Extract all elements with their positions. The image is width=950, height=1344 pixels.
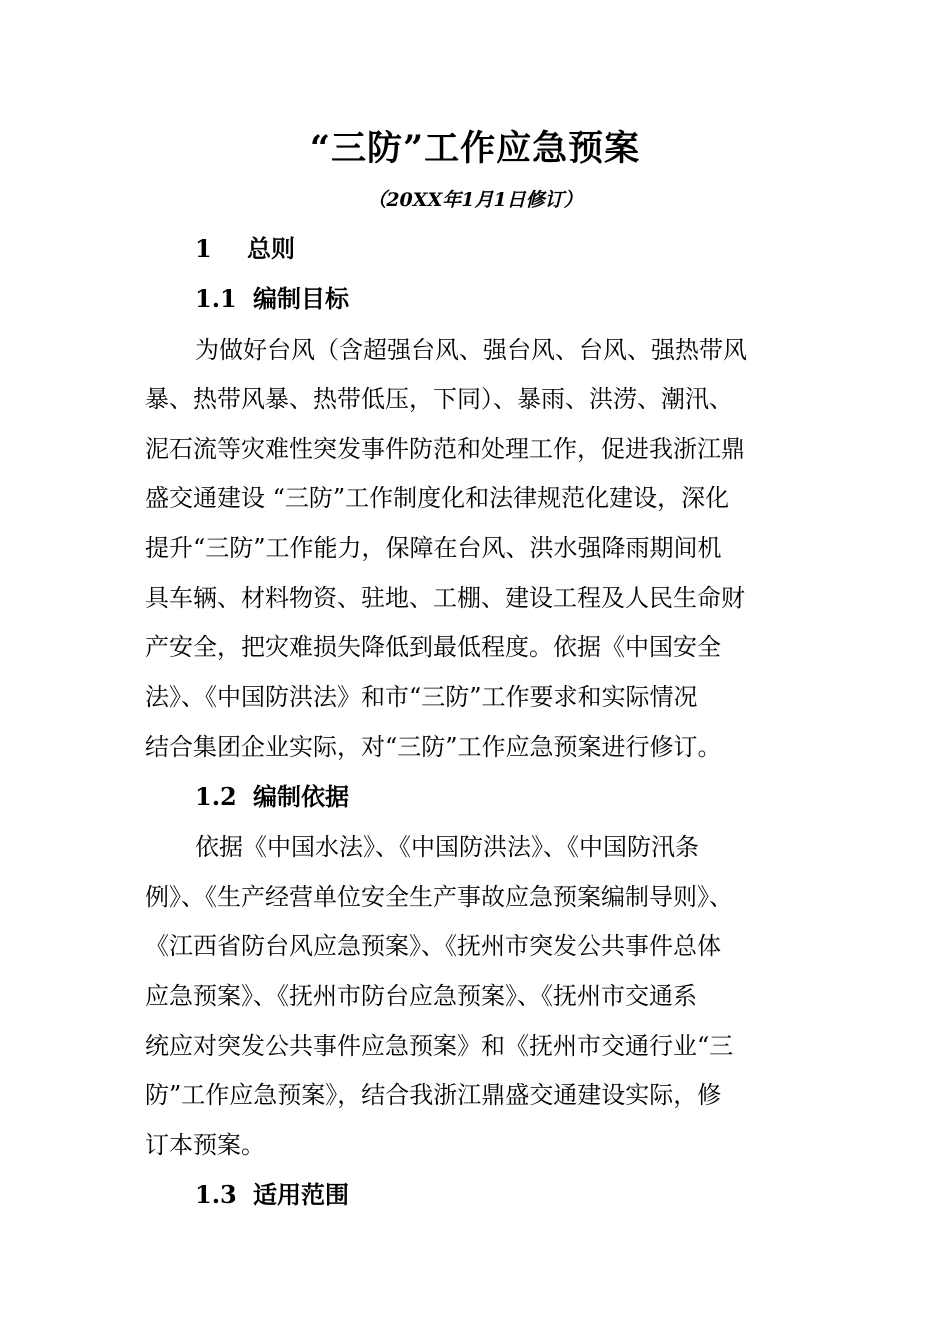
- paragraph-line: 盛交通建设 “三防”工作制度化和法律规范化建设，深化: [145, 484, 730, 512]
- heading-number: 1.2: [195, 782, 237, 811]
- document-title: “三防”工作应急预案: [309, 128, 641, 169]
- heading-section-1-3: [195, 1178, 349, 1212]
- heading-label: 编制目标: [253, 284, 349, 313]
- paragraph-line: 订本预案。: [145, 1131, 265, 1159]
- paragraph-line: 泥石流等灾难性突发事件防范和处理工作，促进我浙江鼎: [145, 435, 745, 463]
- paragraph-line: 法》、《中国防洪法》和市“三防”工作要求和实际情况: [145, 683, 698, 711]
- heading-number: 1.3: [195, 1180, 237, 1209]
- revision-date: （20XX年1月1日修订）: [367, 189, 583, 211]
- heading-label: 适用范围: [253, 1180, 349, 1209]
- paragraph-line: 具车辆、材料物资、驻地、工棚、建设工程及人民生命财: [145, 584, 745, 612]
- paragraph-line: 结合集团企业实际，对“三防”工作应急预案进行修订。: [145, 733, 722, 761]
- paragraph-line: 提升“三防”工作能力，保障在台风、洪水强降雨期间机: [145, 534, 722, 562]
- paragraph-line: 产安全，把灾难损失降低到最低程度。依据《中国安全: [145, 633, 721, 661]
- paragraph-line: 为做好台风（含超强台风、强台风、台风、强热带风: [195, 336, 747, 364]
- heading-number: 1: [195, 234, 212, 263]
- paragraph-line: 《江西省防台风应急预案》、《抚州市突发公共事件总体: [145, 932, 721, 960]
- paragraph-line: 暴、热带风暴、热带低压，下同）、暴雨、洪涝、潮汛、: [145, 385, 733, 413]
- heading-number: 1.1: [195, 284, 237, 313]
- paragraph-line: 统应对突发公共事件应急预案》和《抚州市交通行业“三: [145, 1032, 734, 1060]
- paragraph-line: 防”工作应急预案》，结合我浙江鼎盛交通建设实际，修: [145, 1081, 722, 1109]
- paragraph-line: 例》、《生产经营单位安全生产事故应急预案编制导则》、: [145, 883, 733, 911]
- heading-label: 总则: [247, 234, 295, 263]
- heading-section-1-1: [195, 282, 349, 316]
- heading-section-1-2: [195, 780, 349, 814]
- paragraph-line: 依据《中国水法》、《中国防洪法》、《中国防汛条: [195, 833, 699, 861]
- paragraph-line: 应急预案》、《抚州市防台应急预案》、《抚州市交通系: [145, 982, 697, 1010]
- heading-section-1: [195, 232, 295, 266]
- heading-label: 编制依据: [253, 782, 349, 811]
